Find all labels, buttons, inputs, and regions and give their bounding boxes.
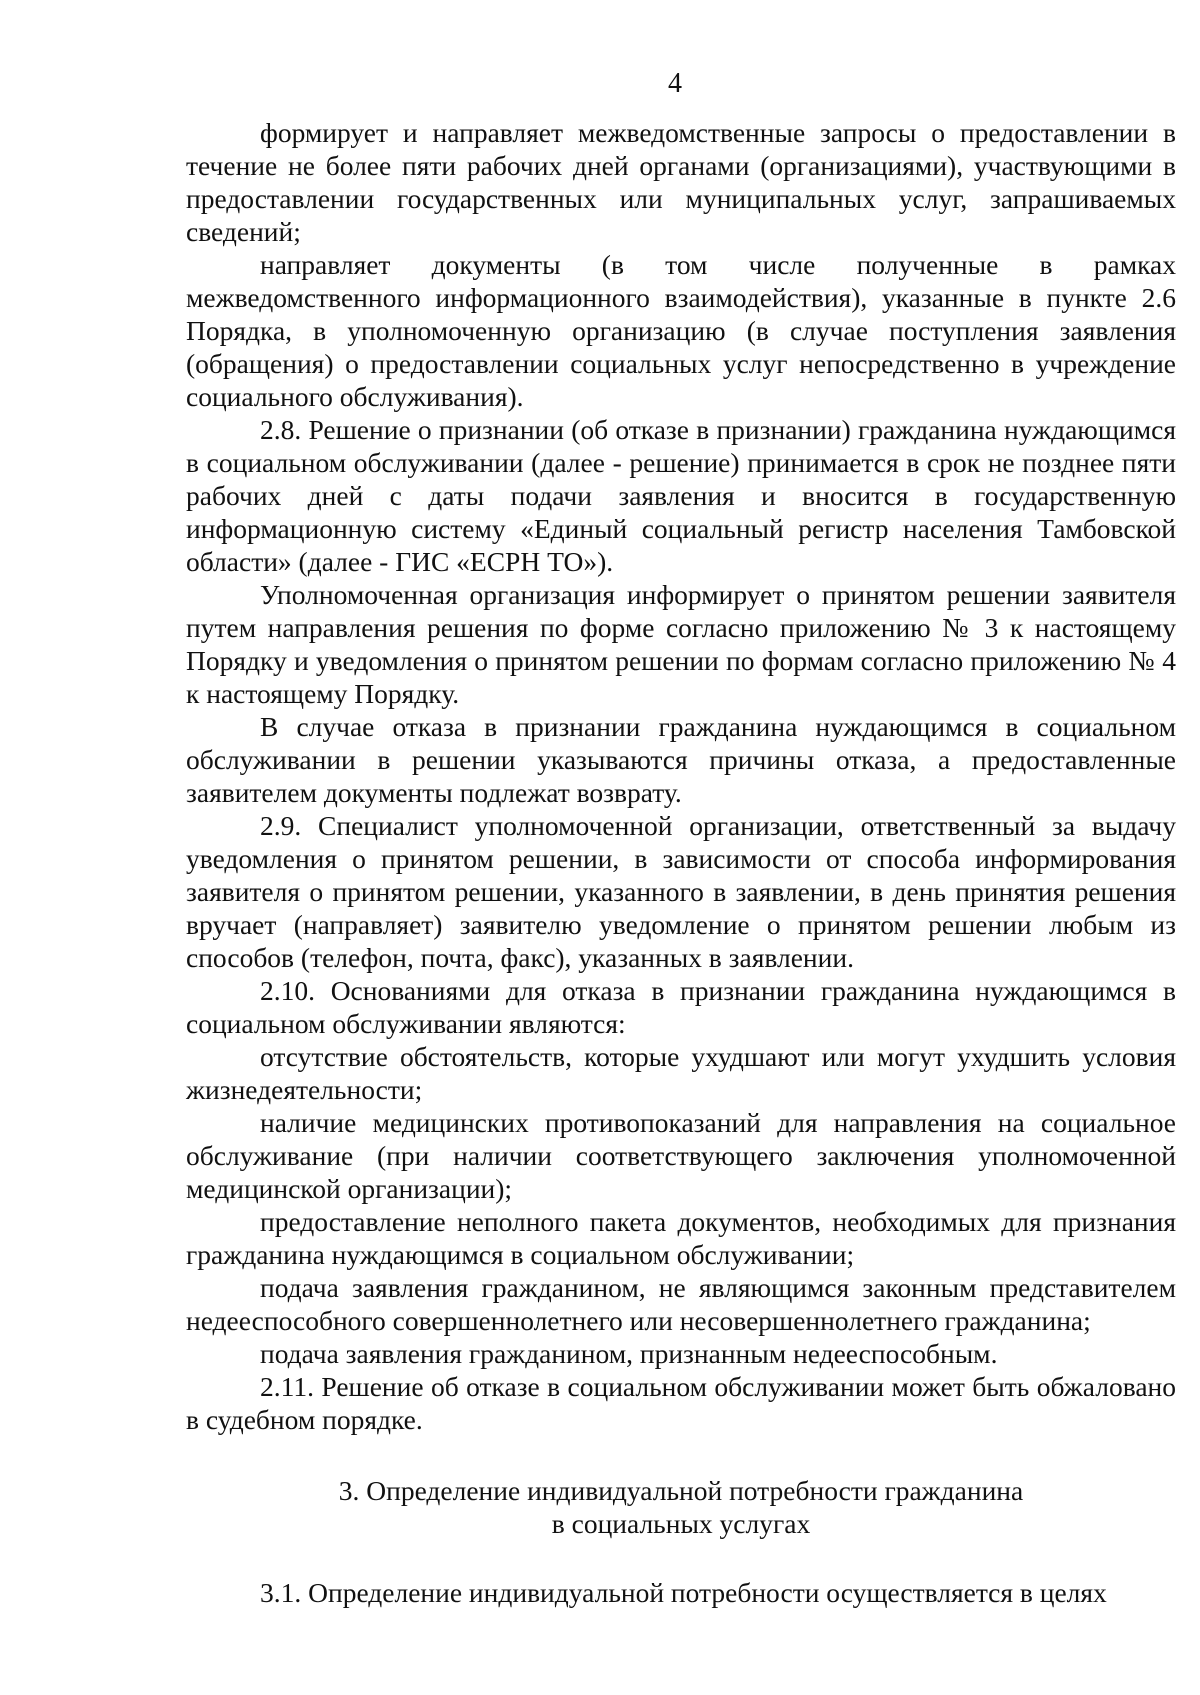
section-heading-line-2: в социальных услугах xyxy=(551,1508,811,1539)
paragraph-2-11-appeal: 2.11. Решение об отказе в социальном обслуживании может быть обжаловано в судебном порядке. xyxy=(186,1371,1176,1435)
paragraph-2-8-decision: 2.8. Решение о признании (об отказе в признании) гражданина нуждающимся в социальном обслуживании (далее - решение) принимается в срок не позднее пяти рабочих дней с даты подачи заявления и вносится в государственную информационную систему «Единый социальный регистр населения Тамбовской области» (далее - ГИС «ЕСРН ТО»). xyxy=(186,414,1176,577)
section-heading-line-1: 3. Определение индивидуальной потребности гражданина xyxy=(338,1475,1024,1506)
paragraph-2-9-notification: 2.9. Специалист уполномоченной организации, ответственный за выдачу уведомления о принятом решении, в зависимости от способа информирования заявителя о принятом решении, указанного в заявлении, в день принятия решения вручает (направляет) заявителю уведомление о принятом решении любым из способов (телефон, почта, факс), указанных в заявлении. xyxy=(186,810,1176,973)
page-number: 4 xyxy=(668,68,682,99)
list-item-medical-contraindications: наличие медицинских противопоказаний для направления на социальное обслуживание (при наличии соответствующего заключения уполномоченной медицинской организации); xyxy=(186,1107,1176,1204)
paragraph-refusal-reasons: В случае отказа в признании гражданина нуждающимся в социальном обслуживании в решении указываются причины отказа, а предоставленные заявителем документы подлежат возврату. xyxy=(186,711,1176,808)
list-item-incapacitated-applicant: подача заявления гражданином, признанным недееспособным. xyxy=(260,1338,998,1369)
list-item-no-circumstances: отсутствие обстоятельств, которые ухудшают или могут ухудшить условия жизнедеятельности; xyxy=(186,1041,1176,1105)
document-body xyxy=(186,116,1176,1609)
list-item-incomplete-documents: предоставление неполного пакета документов, необходимых для признания гражданина нуждающимся в социальном обслуживании; xyxy=(186,1206,1176,1270)
paragraph-2-10-grounds: 2.10. Основаниями для отказа в признании гражданина нуждающимся в социальном обслуживании являются: xyxy=(186,975,1176,1039)
list-item-not-legal-representative: подача заявления гражданином, не являющимся законным представителем недееспособного совершеннолетнего или несовершеннолетнего гражданина; xyxy=(186,1272,1176,1336)
paragraph-documents-forwarding: направляет документы (в том числе полученные в рамках межведомственного информационного взаимодействия), указанные в пункте 2.6 Порядка, в уполномоченную организацию (в случае поступления заявления (обращения) о предоставлении социальных услуг непосредственно в учреждение социального обслуживания). xyxy=(186,249,1176,412)
paragraph-interagency-requests: формирует и направляет межведомственные запросы о предоставлении в течение не более пяти рабочих дней органами (организациями), участвующими в предоставлении государственных или муниципальных услуг, запрашиваемых сведений; xyxy=(186,117,1176,247)
section-3-heading xyxy=(186,1474,1176,1540)
paragraph-informing-applicant: Уполномоченная организация информирует о принятом решении заявителя путем направления решения по форме согласно приложению № 3 к настоящему Порядку и уведомления о принятом решении по формам согласно приложению № 4 к настоящему Порядку. xyxy=(186,579,1176,709)
paragraph-3-1-start: 3.1. Определение индивидуальной потребности осуществляется в целях xyxy=(260,1577,1107,1608)
